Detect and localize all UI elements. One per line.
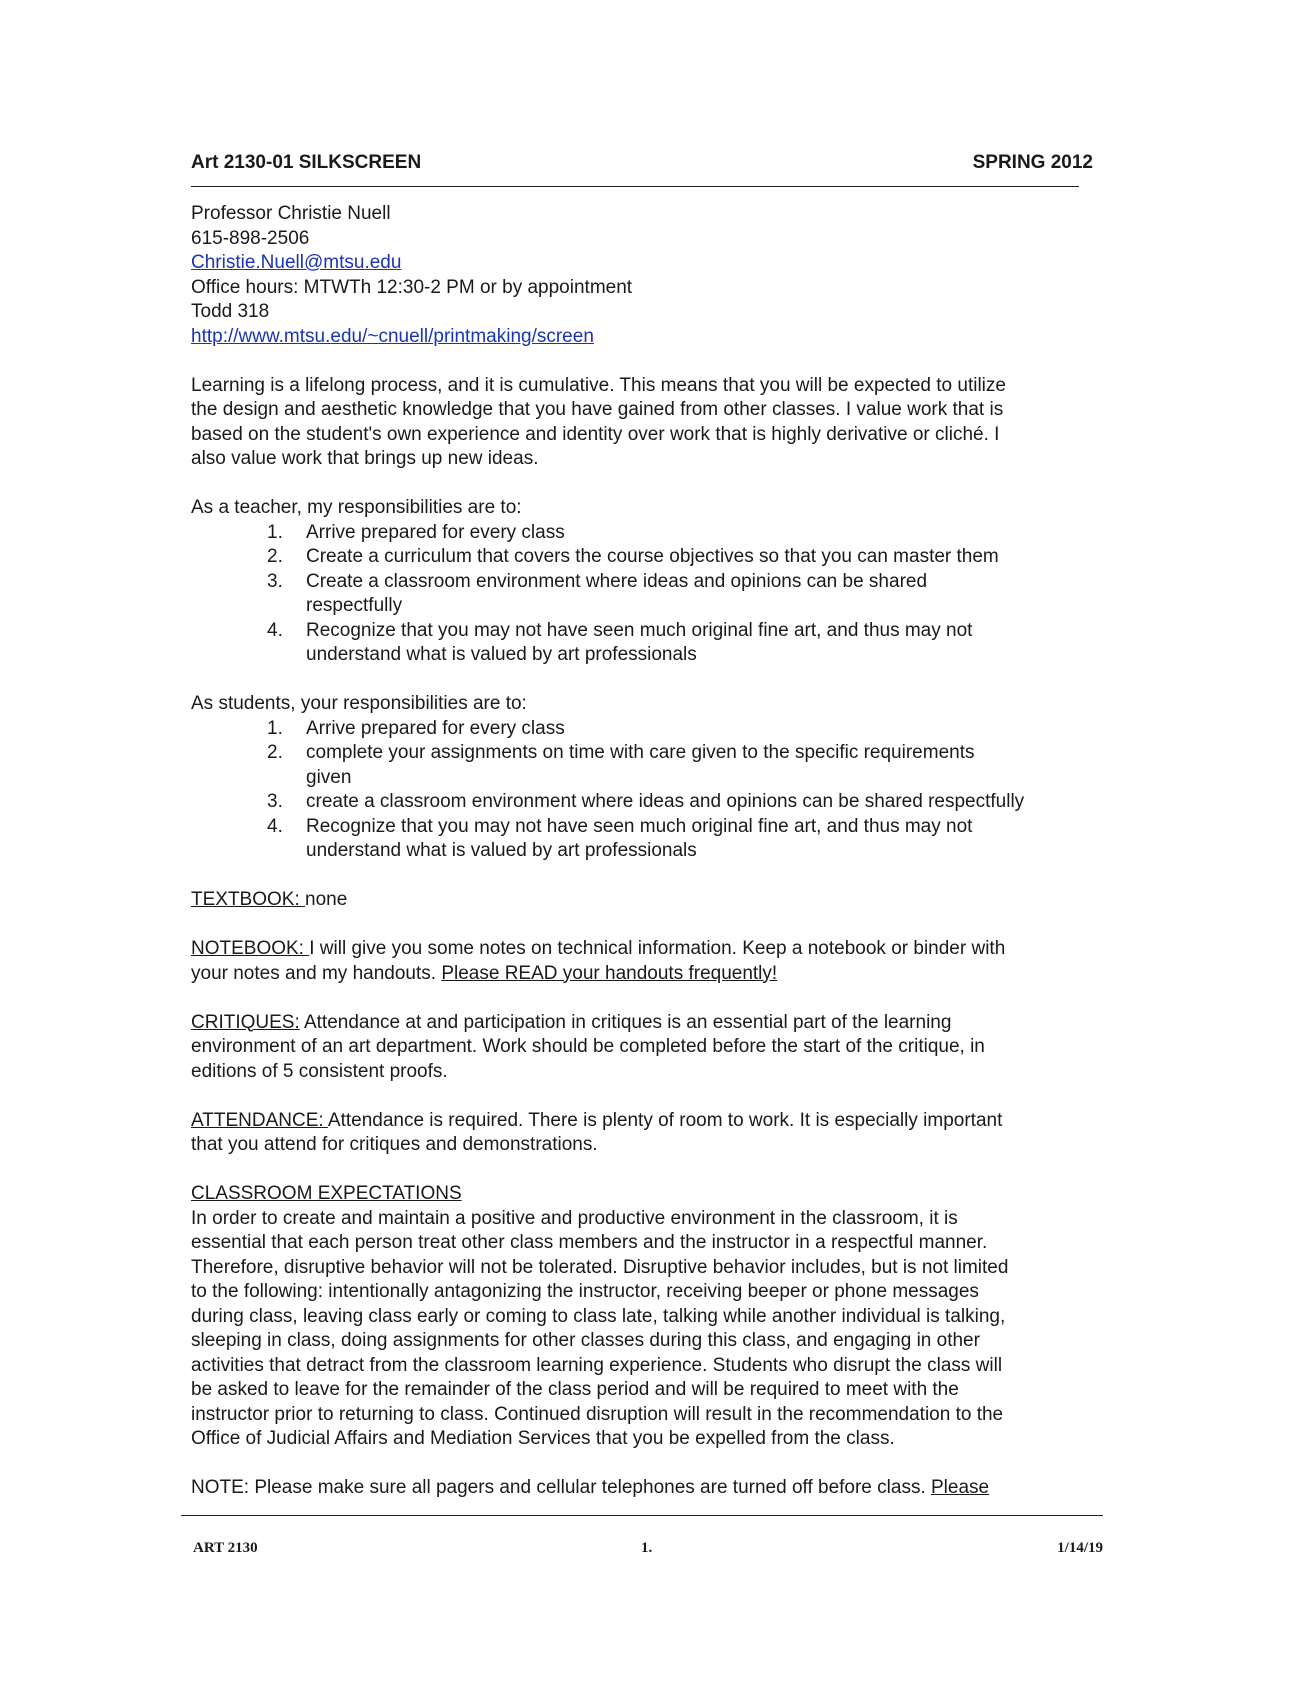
website-link[interactable]: http://www.mtsu.edu/~cnuell/printmaking/screen	[191, 325, 594, 347]
critiques-label: CRITIQUES:	[191, 1011, 300, 1033]
footer-date: 1/14/19	[1057, 1540, 1103, 1556]
list-text: given	[306, 766, 352, 788]
textbook-section	[191, 888, 1121, 913]
textbook-label: TEXTBOOK:	[191, 889, 306, 910]
teacher-heading: As a teacher, my responsibilities are to:	[191, 497, 522, 518]
list-number: 1.	[267, 717, 283, 739]
email-link[interactable]: Christie.Nuell@mtsu.edu	[191, 252, 402, 273]
list-item	[191, 619, 1121, 668]
students-heading: As students, your responsibilities are to:	[191, 693, 527, 714]
teacher-list	[191, 521, 1121, 668]
page-footer	[193, 1540, 1103, 1562]
notebook-text: your notes and my handouts.	[191, 962, 442, 984]
classroom-line: Therefore, disruptive behavior will not be tolerated. Disruptive behavior includes, but is not limited	[191, 1256, 1009, 1278]
classroom-line: activities that detract from the classroom learning experience. Students who disrupt the class will	[191, 1354, 1003, 1376]
list-item	[191, 545, 1121, 570]
textbook-text: none	[305, 889, 348, 910]
classroom-line: Office of Judicial Affairs and Mediation Services that you be expelled from the class.	[191, 1428, 895, 1449]
critiques-text: Attendance at and participation in critiques is an essential part of the learning	[299, 1011, 952, 1033]
list-text: complete your assignments on time with care given to the specific requirements	[306, 742, 975, 763]
list-item	[191, 741, 1121, 790]
notebook-label: NOTEBOOK:	[191, 938, 310, 959]
list-item	[191, 815, 1121, 864]
list-text: create a classroom environment where ideas and opinions can be shared respectfully	[306, 791, 1025, 812]
classroom-line: during class, leaving class early or coming to class late, talking while another individual is talking,	[191, 1305, 1006, 1327]
teacher-responsibilities	[191, 496, 1121, 668]
document-body	[191, 202, 1121, 1501]
intro-line: Learning is a lifelong process, and it is cumulative. This means that you will be expected to utilize	[191, 374, 1006, 396]
list-text: Arrive prepared for every class	[306, 521, 565, 543]
critiques-text: environment of an art department. Work should be completed before the start of the critique, in	[191, 1036, 985, 1057]
classroom-line: essential that each person treat other class members and the instructor in a respectful manner.	[191, 1232, 988, 1253]
notebook-section	[191, 937, 1121, 986]
intro-paragraph	[191, 374, 1121, 472]
list-text: Recognize that you may not have seen much original fine art, and thus may not	[306, 815, 973, 837]
list-number: 4.	[267, 619, 283, 641]
office-location: Todd 318	[191, 301, 270, 322]
notebook-text: I will give you some notes on technical information. Keep a notebook or binder with	[309, 938, 1006, 959]
footer-divider	[181, 1515, 1103, 1516]
classroom-expectations-section	[191, 1182, 1121, 1452]
page-header	[191, 152, 1093, 178]
attendance-text: Attendance is required. There is plenty of room to work. It is especially important	[327, 1109, 1003, 1131]
contact-block	[191, 202, 1121, 349]
list-text: understand what is valued by art professionals	[306, 644, 697, 665]
list-text: respectfully	[306, 595, 403, 616]
attendance-text: that you attend for critiques and demonstrations.	[191, 1134, 598, 1155]
attendance-label: ATTENDANCE:	[191, 1109, 328, 1131]
header-divider	[191, 186, 1079, 187]
classroom-line: sleeping in class, doing assignments for other classes during this class, and engaging in other	[191, 1330, 980, 1351]
classroom-line: In order to create and maintain a positive and productive environment in the classroom, it is	[191, 1207, 958, 1229]
list-text: Create a classroom environment where ideas and opinions can be shared	[306, 570, 928, 592]
list-text: Arrive prepared for every class	[306, 717, 565, 739]
professor-name: Professor Christie Nuell	[191, 203, 391, 224]
course-title: Art 2130-01 SILKSCREEN	[191, 152, 422, 173]
office-hours: Office hours: MTWTh 12:30-2 PM or by appointment	[191, 276, 633, 298]
list-item	[191, 570, 1121, 619]
list-number: 1.	[267, 521, 283, 543]
list-text: understand what is valued by art professionals	[306, 840, 697, 861]
classroom-heading: CLASSROOM EXPECTATIONS	[191, 1183, 462, 1204]
student-responsibilities	[191, 692, 1121, 864]
intro-line: the design and aesthetic knowledge that you have gained from other classes. I value work that is	[191, 399, 1004, 420]
note-emphasis: Please	[931, 1477, 990, 1498]
phone-number: 615-898-2506	[191, 227, 310, 249]
students-list	[191, 717, 1121, 864]
note-text: NOTE: Please make sure all pagers and cellular telephones are turned off before class.	[191, 1477, 931, 1498]
list-text: Create a curriculum that covers the course objectives so that you can master them	[306, 546, 999, 567]
term-label: SPRING 2012	[972, 152, 1093, 173]
list-number: 2.	[267, 546, 283, 567]
page-number: 1.	[641, 1540, 653, 1556]
list-number: 4.	[267, 815, 283, 837]
list-text: Recognize that you may not have seen much original fine art, and thus may not	[306, 619, 973, 641]
classroom-line: instructor prior to returning to class. Continued disruption will result in the recommendation to the	[191, 1403, 1004, 1425]
list-item	[191, 717, 1121, 742]
list-number: 3.	[267, 570, 283, 592]
notebook-emphasis: Please READ your handouts frequently!	[441, 962, 778, 984]
critiques-section	[191, 1011, 1121, 1085]
list-number: 2.	[267, 742, 283, 763]
list-item	[191, 790, 1121, 815]
intro-line: also value work that brings up new ideas.	[191, 448, 539, 469]
attendance-section	[191, 1109, 1121, 1158]
note-section	[191, 1476, 1121, 1501]
intro-line: based on the student's own experience and identity over work that is highly derivative or cliché. I	[191, 423, 1000, 445]
classroom-line: to the following: intentionally antagonizing the instructor, receiving beeper or phone messages	[191, 1281, 979, 1302]
list-number: 3.	[267, 791, 283, 812]
footer-course: ART 2130	[193, 1540, 258, 1556]
critiques-text: editions of 5 consistent proofs.	[191, 1060, 448, 1082]
list-item	[191, 521, 1121, 546]
classroom-line: be asked to leave for the remainder of the class period and will be required to meet with the	[191, 1379, 959, 1400]
